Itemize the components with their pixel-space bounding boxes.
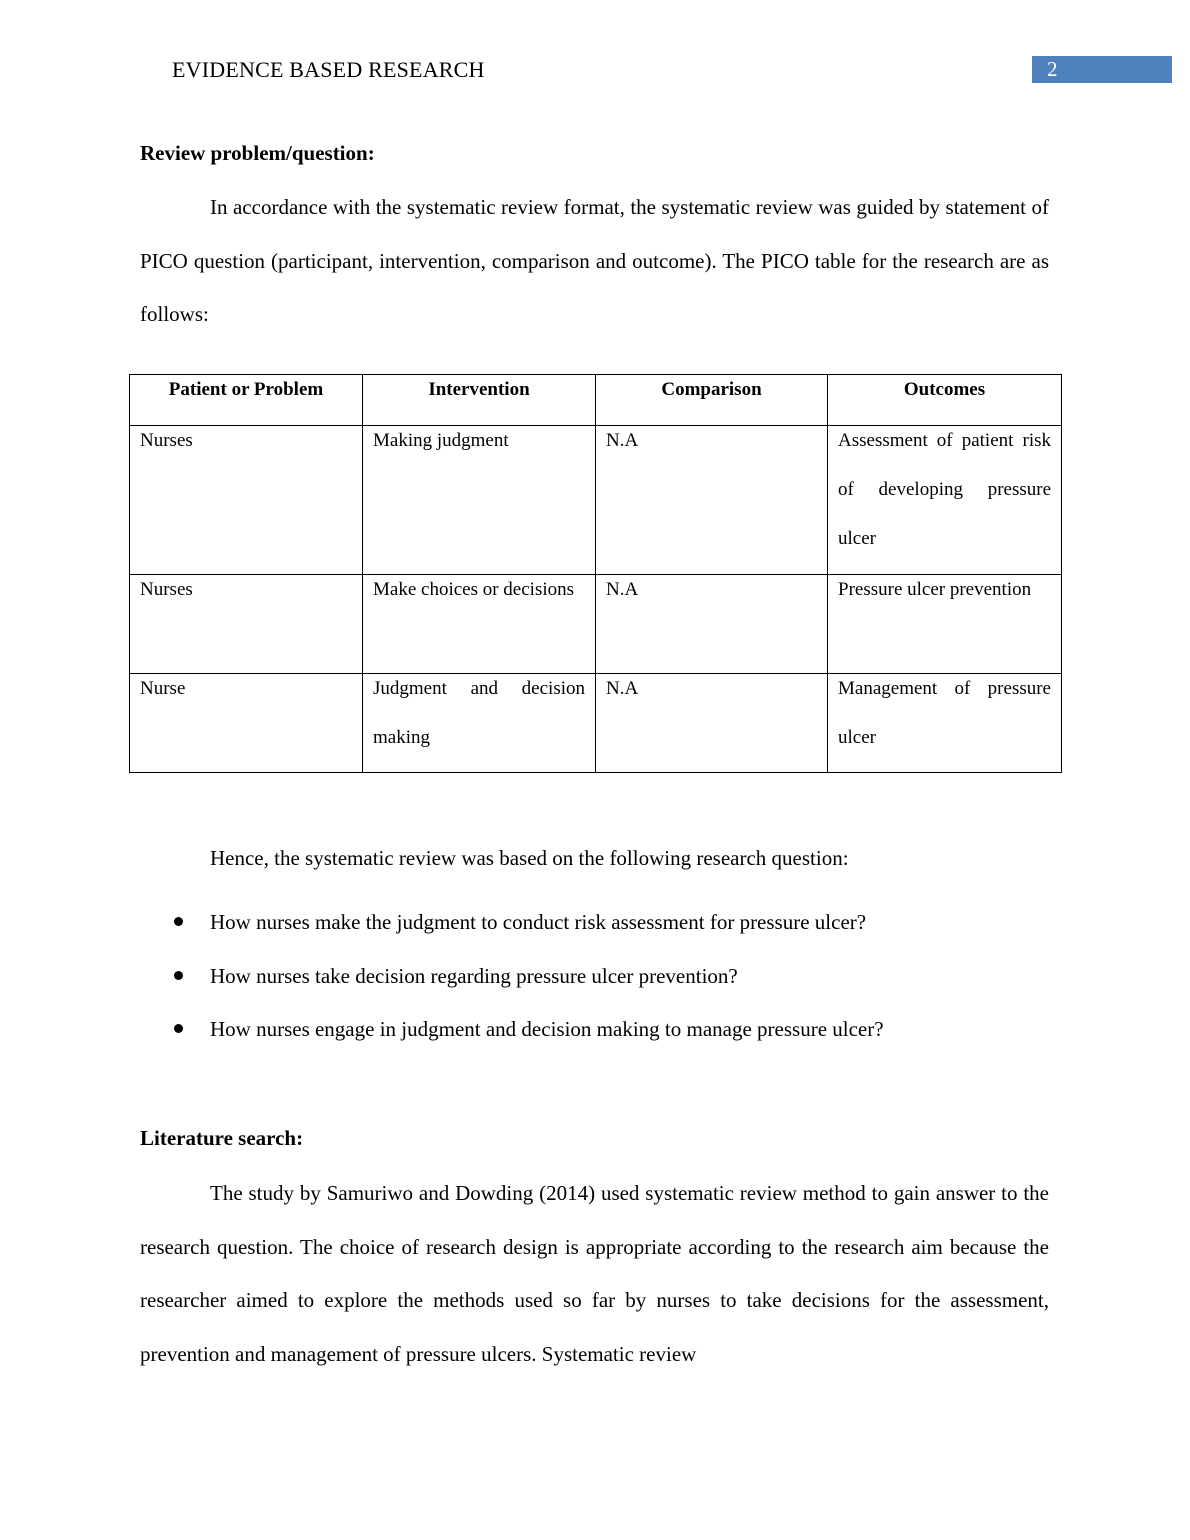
column-header: Comparison [596,375,828,426]
section-heading-literature-search: Literature search: [140,1126,304,1150]
research-question-intro: Hence, the systematic review was based on the following research question: [210,846,849,870]
column-header: Outcomes [828,375,1062,426]
intro-paragraph: In accordance with the systematic review format, the systematic review was guided by statement of PICO question (participant, intervention, comparison and outcome). The PICO table for the research are as follows: [140,195,1049,326]
research-question-list [0,910,884,1071]
table-row [130,426,1062,575]
question-text: How nurses take decision regarding pressure ulcer prevention? [210,963,738,988]
table-cell: N.A [596,575,828,674]
table-cell: Pressure ulcer prevention [828,575,1062,674]
pico-table [129,374,1062,773]
running-header-title: EVIDENCE BASED RESEARCH [172,57,485,82]
list-item [0,964,884,1018]
bullet-icon [174,917,183,926]
table-cell: Nurses [130,426,363,575]
table-row [130,575,1062,674]
table-cell: N.A [596,426,828,575]
bullet-icon [174,1024,183,1033]
list-item [0,910,884,964]
question-text: How nurses engage in judgment and decision making to manage pressure ulcer? [210,1017,884,1041]
page-number: 2 [1032,56,1172,83]
table-cell: Management of pressure ulcer [828,674,1062,773]
column-header: Patient or Problem [130,375,363,426]
column-header: Intervention [363,375,596,426]
table-cell: Make choices or decisions [363,575,596,674]
table-row [130,674,1062,773]
table-cell: Making judgment [363,426,596,575]
table-cell: Assessment of patient risk of developing pressure ulcer [828,426,1062,575]
question-text: How nurses make the judgment to conduct risk assessment for pressure ulcer? [210,910,867,934]
table-cell: Nurse [130,674,363,773]
table-cell: N.A [596,674,828,773]
table-cell: Nurses [130,575,363,674]
section-heading-review-question: Review problem/question: [140,141,375,165]
literature-paragraph: The study by Samuriwo and Dowding (2014) used systematic review method to gain answer to the research question. The choice of research design is appropriate according to the research aim because the researcher aimed to explore the methods used so far by nurses to take decisions for the assessment, prevention and management of pressure ulcers. Systematic review [140,1181,1049,1366]
bullet-icon [174,971,183,980]
list-item [0,1017,884,1071]
table-cell: Judgment and decision making [363,674,596,773]
